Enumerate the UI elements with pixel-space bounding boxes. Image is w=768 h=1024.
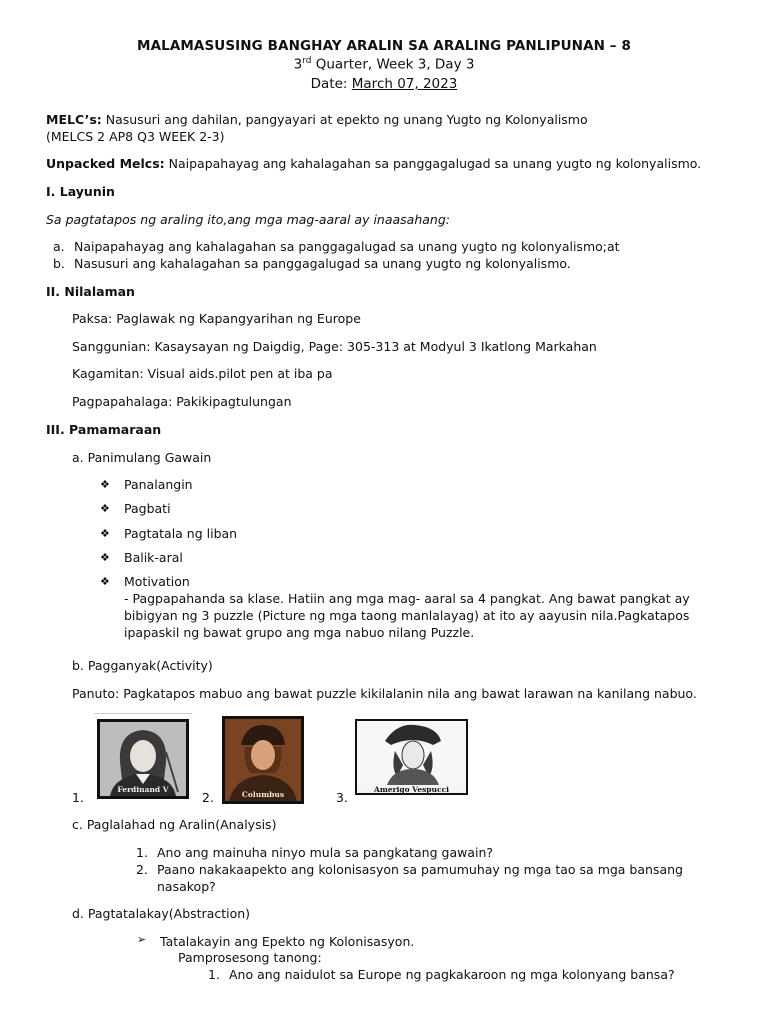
unpacked-label: Unpacked Melcs:	[46, 156, 165, 171]
abstraction-topic: Tatalakayin ang Epekto ng Kolonisasyon.	[160, 934, 415, 949]
pagganyak-label: b. Pagganyak(Activity)	[72, 658, 213, 673]
portrait-person-icon	[225, 719, 301, 801]
diamond-bullet-icon: ❖	[100, 575, 110, 588]
analysis-question: Paano nakakaapekto ang kolonisasyon sa pamumuhay ng mga tao sa mga bansang	[157, 862, 683, 877]
panuto: Panuto: Pagkatapos mabuo ang bawat puzzle kikilalanin nila ang bawat larawan na kanilang nabuo.	[72, 686, 697, 701]
pagtatalakay-label: d. Pagtatalakay(Abstraction)	[72, 906, 251, 921]
columbus-portrait	[222, 716, 304, 804]
date-value: March 07, 2023	[351, 76, 458, 92]
question-number: 1.	[208, 967, 220, 982]
quarter-number: 3	[293, 56, 303, 73]
question-number: 1.	[136, 845, 148, 860]
motivation-text-line: bibigyan ng 3 puzzle (Picture ng mga taong manlalayag) at ito ay aayusin nila.Pagkatapos	[124, 608, 690, 623]
motivation-text-line: - Pagpapahanda sa klase. Hatiin ang mga mag- aaral sa 4 pangkat. Ang bawat pangkat ay	[124, 591, 690, 606]
unpacked-text: Naipapahayag ang kahalagahan sa panggagalugad sa unang yugto ng kolonyalismo.	[164, 156, 702, 171]
layunin-item: Naipapahayag ang kahalagahan sa panggagalugad sa unang yugto ng kolonyalismo;at	[74, 239, 620, 254]
quarter-ordinal: rd	[302, 56, 312, 66]
bullet-item: Motivation	[124, 574, 190, 589]
bullet-item: Pagtatala ng liban	[124, 526, 238, 541]
layunin-heading: I. Layunin	[46, 184, 115, 199]
unpacked-melcs	[46, 156, 701, 171]
bullet-item: Panalangin	[124, 477, 193, 492]
picture-number: 1.	[72, 790, 84, 805]
diamond-bullet-icon: ❖	[100, 478, 110, 491]
kagamitan: Kagamitan: Visual aids.pilot pen at iba pa	[72, 366, 333, 381]
bullet-item: Balik-aral	[124, 550, 183, 565]
analysis-question-cont: nasakop?	[157, 879, 216, 894]
diamond-bullet-icon: ❖	[100, 551, 110, 564]
date-line	[0, 76, 768, 92]
pagpapahalaga: Pagpapahalaga: Pakikipagtulungan	[72, 394, 292, 409]
vespucci-portrait	[355, 719, 468, 795]
bullet-item: Pagbati	[124, 501, 171, 516]
panimulang-gawain-label: a. Panimulang Gawain	[72, 450, 212, 465]
picture-number: 2.	[202, 790, 214, 805]
quarter-line	[0, 56, 768, 73]
pamamaraan-heading: III. Pamamaraan	[46, 422, 162, 437]
document-title: MALAMASUSING BANGHAY ARALIN SA ARALING PANLIPUNAN – 8	[137, 38, 631, 54]
quarter-rest: Quarter, Week 3, Day 3	[311, 56, 475, 73]
sanggunian: Sanggunian: Kasaysayan ng Daigdig, Page: 305-313 at Modyul 3 Ikatlong Markahan	[72, 339, 597, 354]
date-label: Date:	[310, 76, 352, 92]
question-number: 2.	[136, 862, 148, 877]
layunin-item: Nasusuri ang kahalagahan sa panggagalugad sa unang yugto ng kolonyalismo.	[74, 256, 571, 271]
melc-label: MELC’s:	[46, 112, 102, 127]
portrait-caption: Ferdinand V	[117, 785, 169, 794]
analysis-question: Ano ang mainuha ninyo mula sa pangkatang gawain?	[157, 845, 494, 860]
paksa: Paksa: Paglawak ng Kapangyarihan ng Europe	[72, 311, 361, 326]
abstraction-question: Ano ang naidulot sa Europe ng pagkakaroon ng mga kolonyang bansa?	[229, 967, 675, 982]
melc-text: Nasusuri ang dahilan, pangyayari at epekto ng unang Yugto ng Kolonyalismo	[101, 112, 588, 127]
nilalaman-heading: II. Nilalaman	[46, 284, 135, 299]
ferdinand-portrait	[97, 719, 189, 799]
diamond-bullet-icon: ❖	[100, 527, 110, 540]
portrait-caption: Amerigo Vespucci	[374, 785, 449, 794]
diamond-bullet-icon: ❖	[100, 502, 110, 515]
melc-line	[46, 112, 588, 127]
layunin-item-letter: a.	[53, 239, 65, 254]
paglalahad-label: c. Paglalahad ng Aralin(Analysis)	[72, 817, 277, 832]
picture-number: 3.	[336, 790, 348, 805]
motivation-text-line: ipapaskil ng bawat grupo ang mga nabuo nilang Puzzle.	[124, 625, 475, 640]
layunin-item-letter: b.	[53, 256, 65, 271]
pamprosesong-tanong: Pamprosesong tanong:	[178, 950, 322, 965]
divider	[94, 713, 192, 714]
portrait-person-icon	[357, 721, 466, 785]
layunin-intro: Sa pagtatapos ng araling ito,ang mga mag-aaral ay inaasahang:	[46, 212, 450, 227]
portrait-caption: Columbus	[241, 790, 285, 799]
melc-code: (MELCS 2 AP8 Q3 WEEK 2-3)	[46, 129, 225, 144]
arrow-bullet-icon: ➢	[137, 933, 147, 946]
